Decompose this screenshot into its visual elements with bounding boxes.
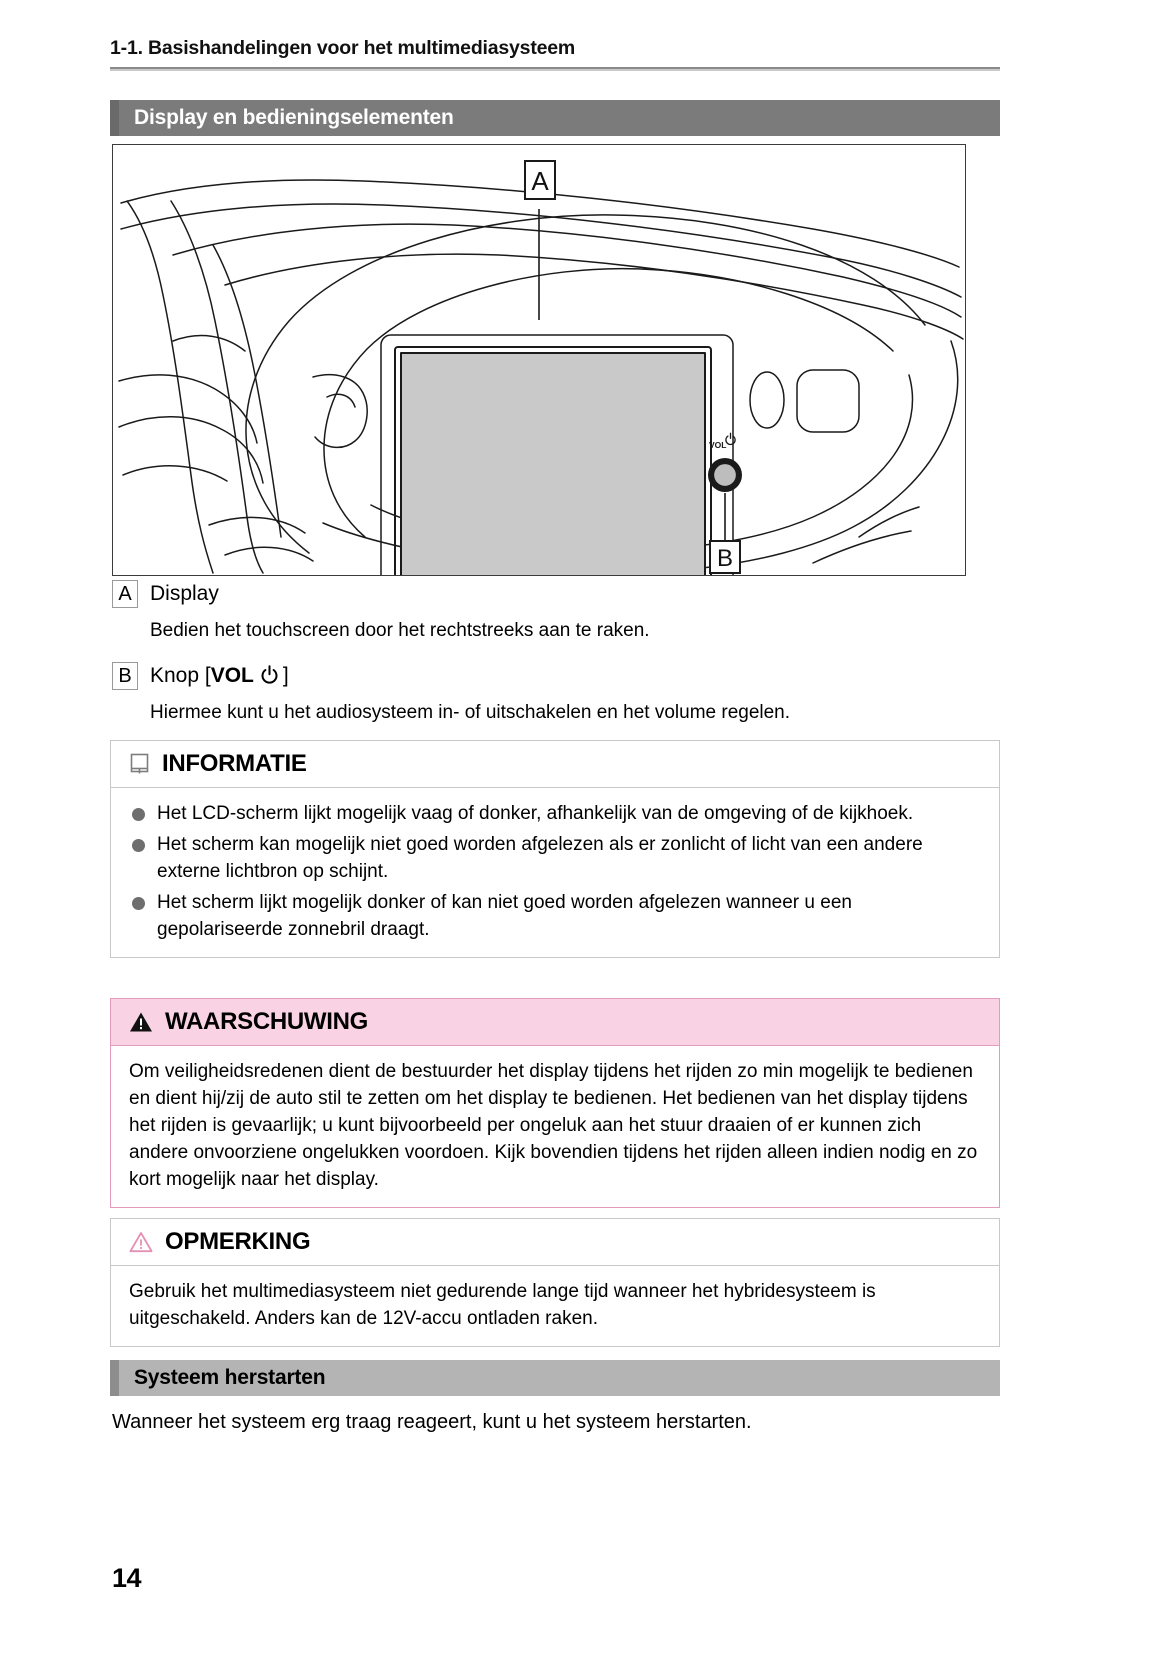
callout-b-title-suffix: ]: [282, 664, 289, 687]
callout-b: [112, 662, 1002, 726]
callout-b-body: Hiermee kunt u het audiosysteem in- of uitschakelen en het volume regelen.: [150, 702, 791, 723]
warning-box-text: Om veiligheidsredenen dient de bestuurder het display tijdens het rijden zo min mogelijk te bedienen en dient hij/zij de auto stil te zetten om het display te bedienen. Het bedienen van het display tijdens het rijden is gevaarlijk; u kunt bijvoorbeeld per ongeluk aan het stuur draaien of er kunnen zich andere onvoorziene ongelukken voordoen. Kijk bovendien tijdens het rijden alleen indien nodig en zo kort mogelijk naar het display.: [129, 1061, 978, 1190]
vol-knob-label: VOL: [709, 440, 727, 450]
information-box-body: [111, 788, 999, 957]
callout-a-body: Bedien het touchscreen door het rechtstreeks aan te raken.: [150, 620, 650, 641]
warning-box: [110, 998, 1000, 1208]
section-header-title: Display en bedieningselementen: [134, 106, 454, 129]
dashboard-illustration: [112, 144, 966, 576]
callout-b-title-prefix: Knop [: [150, 664, 211, 687]
information-bullet-list: [129, 800, 981, 943]
running-head-text: 1-1. Basishandelingen voor het multimediasysteem: [110, 37, 576, 59]
warning-box-header: [111, 999, 999, 1046]
note-box-body: [111, 1266, 999, 1346]
section-header-display-controls: [110, 100, 1000, 136]
figure-callout-b: [710, 541, 740, 573]
page-number: 14: [112, 1563, 142, 1593]
section-header-restart: [110, 1360, 1000, 1396]
callout-b-title-bold: VOL: [210, 664, 254, 687]
warning-triangle-icon: [129, 1011, 153, 1033]
running-head: [110, 36, 1000, 71]
warning-box-body: [111, 1046, 999, 1207]
callout-b-title: [138, 662, 289, 690]
list-item: [129, 831, 981, 885]
power-symbol-icon: [259, 664, 280, 685]
callout-b-key: B: [112, 662, 138, 690]
figure-callout-a-label: A: [531, 166, 549, 196]
list-item-text: Het scherm kan mogelijk niet goed worden afgelezen als er zonlicht of licht van een andere externe lichtbron op schijnt.: [157, 834, 923, 882]
information-box-header: [111, 741, 999, 788]
running-head-rule: [110, 67, 1000, 71]
bullet-dot-icon: [132, 839, 145, 852]
restart-paragraph: Wanneer het systeem erg traag reageert, kunt u het systeem herstarten.: [112, 1411, 752, 1433]
section-header-restart-title: Systeem herstarten: [134, 1366, 326, 1389]
information-box-title: INFORMATIE: [162, 750, 307, 777]
note-box-text: Gebruik het multimediasysteem niet gedurende lange tijd wanneer het hybridesysteem is uitgeschakeld. Anders kan de 12V-accu ontladen raken.: [129, 1281, 876, 1329]
list-item-text: Het LCD-scherm lijkt mogelijk vaag of donker, afhankelijk van de omgeving of de kijkhoek.: [157, 803, 914, 824]
callout-a-title: Display: [150, 582, 219, 605]
book-icon: [129, 752, 150, 776]
section-accent-block: [110, 100, 119, 136]
figure-callout-b-label: B: [716, 545, 734, 572]
warning-box-title: WAARSCHUWING: [165, 1008, 369, 1035]
list-item: [129, 800, 981, 827]
information-box: [110, 740, 1000, 958]
bullet-dot-icon: [132, 808, 145, 821]
note-box: [110, 1218, 1000, 1347]
bullet-dot-icon: [132, 897, 145, 910]
callout-a-key: A: [112, 580, 138, 608]
vol-knob-icon: [708, 458, 742, 492]
note-box-header: [111, 1219, 999, 1266]
list-item: [129, 889, 981, 943]
section-accent-block: [110, 1360, 119, 1396]
caution-triangle-outline-icon: [129, 1231, 153, 1253]
note-box-title: OPMERKING: [165, 1228, 311, 1255]
figure-callout-a: [525, 161, 555, 199]
callout-a: [112, 580, 1002, 644]
dashboard-line-drawing: [113, 145, 965, 575]
list-item-text: Het scherm lijkt mogelijk donker of kan niet goed worden afgelezen wanneer u een gepolariseerde zonnebril draagt.: [157, 892, 852, 940]
